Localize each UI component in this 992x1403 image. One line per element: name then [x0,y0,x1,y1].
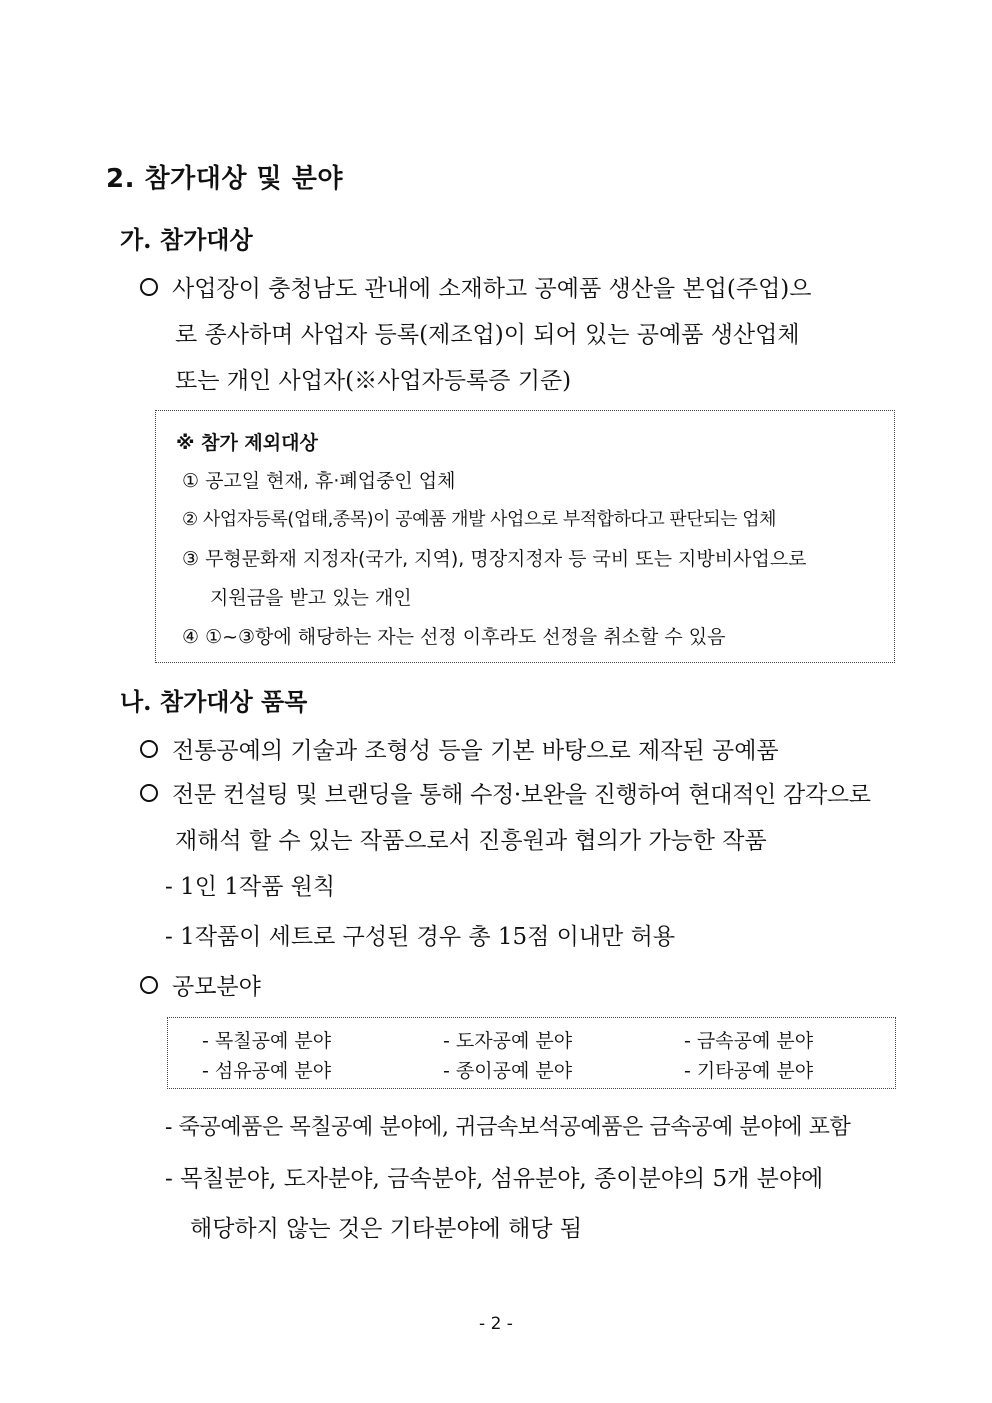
exclusion-box [155,410,895,663]
circle-bullet-icon [140,784,158,802]
exclusion-item-4: ④ ①~③항에 해당하는 자는 선정 이후라도 선정을 취소할 수 있음 [182,626,726,648]
fields-box [167,1017,896,1089]
exclusion-item-2: ② 사업자등록(업태,종목)이 공예품 개발 사업으로 부적합하다고 판단되는 업체 [182,509,776,530]
bullet-b-2-line-2: 재해석 할 수 있는 작품으로서 진흥원과 협의가 가능한 작품 [175,828,767,854]
field-item: - 목칠공예 분야 [202,1030,332,1052]
field-item: - 금속공예 분야 [684,1030,814,1052]
dash-item-2: - 1작품이 세트로 구성된 경우 총 15점 이내만 허용 [165,924,676,950]
page-number: - 2 - [479,1314,513,1334]
bullet-b-2-line-1: 전문 컨설팅 및 브랜딩을 통해 수정·보완을 진행하여 현대적인 감각으로 [140,776,871,809]
dash-item-4-line-2: 해당하지 않는 것은 기타분야에 해당 됨 [190,1216,583,1242]
bullet-a-line-1: 사업장이 충청남도 관내에 소재하고 공예품 생산을 본업(주업)으 [140,270,811,303]
subsection-title-b: 나. 참가대상 품목 [120,687,308,716]
dash-item-1: - 1인 1작품 원칙 [165,874,336,900]
exclusion-title: ※ 참가 제외대상 [176,432,318,454]
exclusion-item-3: ③ 무형문화재 지정자(국가, 지역), 명장지정자 등 국비 또는 지방비사업으로 [182,548,807,570]
exclusion-item-1: ① 공고일 현재, 휴·폐업중인 업체 [182,470,456,492]
circle-bullet-icon [140,278,158,296]
field-item: - 기타공예 분야 [684,1060,814,1082]
dash-item-4-line-1: - 목칠분야, 도자분야, 금속분야, 섬유분야, 종이분야의 5개 분야에 [165,1166,824,1192]
circle-bullet-icon [140,976,158,994]
exclusion-item-3-cont: 지원금을 받고 있는 개인 [210,587,412,609]
field-item: - 도자공예 분야 [443,1030,573,1052]
bullet-a-line-2: 로 종사하며 사업자 등록(제조업)이 되어 있는 공예품 생산업체 [175,322,800,348]
fields-row-2 [202,1056,925,1083]
dash-item-3: - 죽공예품은 목칠공예 분야에, 귀금속보석공예품은 금속공예 분야에 포함 [165,1115,851,1140]
circle-bullet-icon [140,740,158,758]
bullet-a-line-3: 또는 개인 사업자(※사업자등록증 기준) [175,368,572,394]
bullet-b-3: 공모분야 [140,968,261,1001]
fields-row-1 [202,1026,925,1053]
field-item: - 섬유공예 분야 [202,1060,332,1082]
field-item: - 종이공예 분야 [443,1060,573,1082]
bullet-b-1: 전통공예의 기술과 조형성 등을 기본 바탕으로 제작된 공예품 [140,732,779,765]
section-title: 2. 참가대상 및 분야 [106,164,343,194]
subsection-title-a: 가. 참가대상 [120,225,253,254]
